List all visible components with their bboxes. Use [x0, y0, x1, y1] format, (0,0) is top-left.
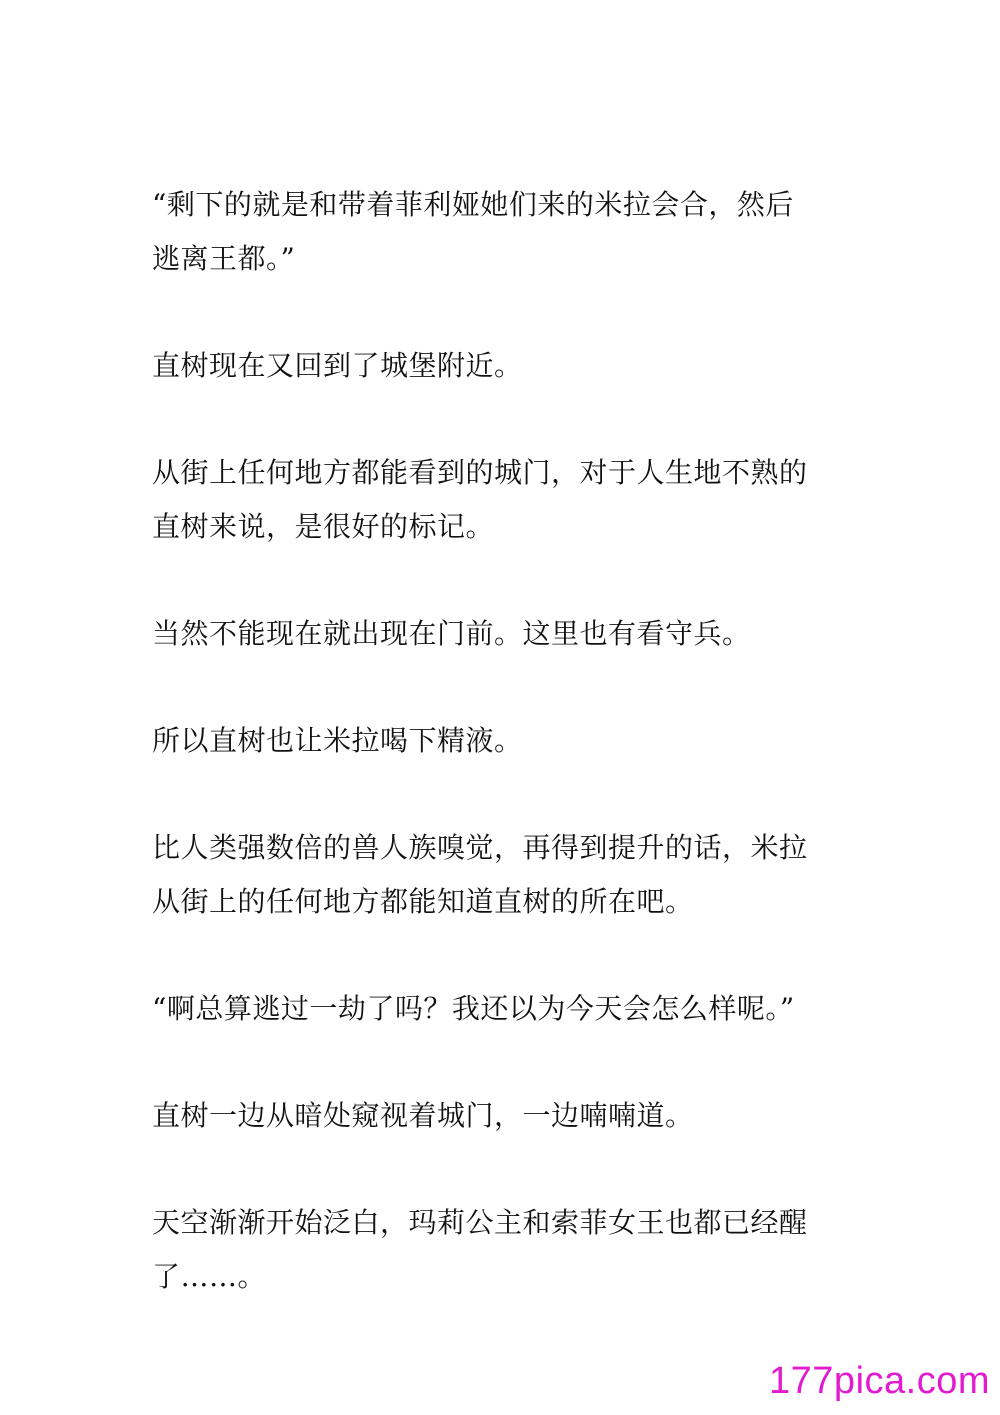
text-line: 当然不能现在就出现在门前。这里也有看守兵。 — [152, 617, 751, 650]
body-text — [152, 178, 852, 1357]
text-line: 直树一边从暗处窥视着城门，一边喃喃道。 — [152, 1099, 694, 1132]
text-line: 逃离王都。” — [152, 242, 296, 275]
text-line: 直树来说，是很好的标记。 — [152, 510, 495, 543]
text-line: 从街上任何地方都能看到的城门，对于人生地不熟的 — [152, 456, 808, 489]
paragraph-2 — [152, 339, 852, 393]
paragraph-9 — [152, 1196, 852, 1304]
paragraph-5 — [152, 714, 852, 768]
text-line: 所以直树也让米拉喝下精液。 — [152, 724, 523, 757]
text-line: “啊总算逃过一劫了吗？我还以为今天会怎么样呢。” — [152, 992, 795, 1025]
paragraph-6 — [152, 821, 852, 929]
text-line: “剩下的就是和带着菲利娅她们来的米拉会合，然后 — [152, 188, 794, 221]
text-line: 从街上的任何地方都能知道直树的所在吧。 — [152, 885, 694, 918]
paragraph-7 — [152, 982, 852, 1036]
paragraph-4 — [152, 607, 852, 661]
paragraph-8 — [152, 1089, 852, 1143]
text-line: 比人类强数倍的兽人族嗅觉，再得到提升的话，米拉 — [152, 831, 808, 864]
paragraph-3 — [152, 446, 852, 554]
watermark: 177pica.com — [769, 1360, 990, 1402]
text-line: 了……。 — [152, 1260, 267, 1293]
text-line: 天空渐渐开始泛白，玛莉公主和索菲女王也都已经醒 — [152, 1206, 808, 1239]
paragraph-1 — [152, 178, 852, 286]
text-line: 直树现在又回到了城堡附近。 — [152, 349, 523, 382]
